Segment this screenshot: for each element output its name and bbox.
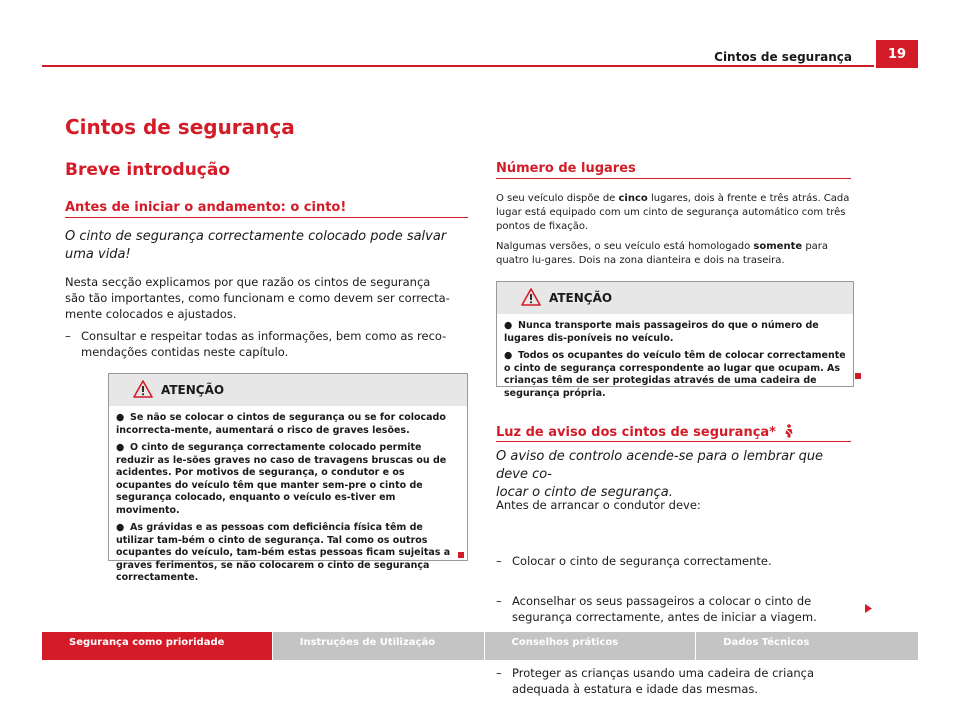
intro-line: uma vida! [65,247,131,262]
text-run: O seu veículo dispõe de [496,193,619,204]
warning-body [497,314,853,409]
warning-header [497,282,853,314]
footer-tab-technical[interactable]: Dados Técnicos [696,632,918,660]
warning-title: ATENÇÃO [161,383,225,397]
footer-tab-tips[interactable]: Conselhos práticos [485,632,696,660]
paragraph-line: Nesta secção explicamos por que razão os cintos de segurança [65,275,431,289]
footer-tab-instructions[interactable]: Instruções de Utilização [273,632,484,660]
seats-paragraph-2 [496,240,854,268]
section-heading [496,424,794,440]
intro-line: O cinto de segurança correctamente colocado pode salvar [65,229,447,244]
intro-line: locar o cinto de segurança. [496,485,673,500]
instruction-line: – Consultar e respeitar todas as informações, bem como as reco- [81,329,447,343]
warning-title: ATENÇÃO [549,291,613,305]
text-run: lugares, dois à frente e três atrás. Cada lugar está equipado com um cinto de segurança automático com três pontos de fixação. [496,193,850,232]
warning-item: ● Nunca transporte mais passageiros do que o número de lugares dis-poníveis no veículo. [504,320,819,344]
warning-box [108,373,468,583]
footer-nav [42,632,918,660]
chapter-title: Cintos de segurança [65,115,295,139]
instruction-item [65,328,476,360]
warning-triangle-icon [133,380,153,398]
warning-item-text: Nunca transporte mais passageiros do que o número de lugares dis-poníveis no veículo. [504,320,819,344]
paragraph-line: mente colocados e ajustados. [65,307,237,321]
warning-triangle-icon [521,288,541,306]
warning-item: ● Se não se colocar o cintos de segurança ou se for colocado incorrecta-mente, aumentará o risco de graves lesões. [116,412,446,436]
intro-paragraph [65,274,470,322]
intro-line: O aviso de controlo acende-se para o lembrar que deve co- [496,449,824,482]
emphasis: somente [753,241,803,252]
warning-item-text: Todos os ocupantes do veículo têm de colocar correctamente o cinto de segurança correspondente ao lugar que ocupam. As crianças têm de ser protegidas através de uma cadeira de segurança própria. [504,350,846,399]
section-heading-rule [496,441,851,442]
running-header-title: Cintos de segurança [714,50,852,64]
warning-item: ● Todos os ocupantes do veículo têm de colocar correctamente o cinto de segurança correspondente ao lugar que ocupam. As crianças têm de ser protegidas através de uma cadeira de segurança própria. [504,350,846,399]
section-heading: Número de lugares [496,161,636,176]
seats-paragraph-1 [496,192,854,234]
section-end-mark [855,373,861,379]
section-heading: Antes de iniciar o andamento: o cinto! [65,200,347,215]
page-number: 19 [876,40,918,68]
warning-item: ● As grávidas e as pessoas com deficiência física têm de utilizar tam-bém o cinto de segurança. Tal como os outros ocupantes do veículo, tam-bém estas pessoas ficam sujeitas a graves ferimentos, se não colocarem o cinto de segurança correctamente. [116,522,451,583]
warning-item-text: As grávidas e as pessoas com deficiência física têm de utilizar tam-bém o cinto de segurança. Tal como os outros ocupantes do veículo, tam-bém estas pessoas ficam sujeitas a graves ferimentos, se não colocarem o cinto de segurança correctamente. [116,522,451,583]
text-run: Nalgumas versões, o seu veículo está homologado [496,241,754,252]
warning-header [109,374,467,406]
section-end-mark [458,552,464,558]
emphasis: cinco [618,193,648,204]
warning-item-text: O cinto de segurança correctamente colocado permite reduzir as le-sões graves no caso de travagens bruscas ou de acidentes. Por motivos de segurança, o condutor e os ocupantes do veículo têm que manter sem-pre o cinto de segurança colocado, enquanto o veículo es-tiver em movimento. [116,442,447,516]
warning-item: ● O cinto de segurança correctamente colocado permite reduzir as le-sões graves no caso de travagens bruscas ou de acidentes. Por motivos de segurança, o condutor e os ocupantes do veículo têm que manter sem-pre o cinto de segurança colocado, enquanto o veículo es-tiver em movimento. [116,442,447,516]
light-intro [496,448,856,502]
chapter-subtitle: Breve introdução [65,160,231,180]
continue-arrow-icon [864,604,873,613]
section-heading-rule [496,178,851,179]
warning-box [496,281,854,399]
instruction-item: – Aconselhar os seus passageiros a colocar o cinto de segurança correctamente, antes de iniciar a viagem. [496,593,857,625]
header-rule [42,65,874,67]
intro-text [65,228,470,264]
instruction-line: mendações contidas neste capítulo. [81,345,289,359]
light-lead: Antes de arrancar o condutor deve: [496,498,701,512]
instruction-item: – Colocar o cinto de segurança correctamente. [496,553,857,569]
section-heading-text: Luz de aviso dos cintos de segurança* [496,425,776,440]
footer-tab-safety[interactable]: Segurança como prioridade [42,632,272,660]
warning-body [109,406,467,594]
instruction-item: – Proteger as crianças usando uma cadeira de criança adequada à estatura e idade das mesmas. [496,665,857,697]
warning-item-text: Se não se colocar o cintos de segurança ou se for colocado incorrecta-mente, aumentará o risco de graves lesões. [116,412,446,436]
section-heading-rule [65,217,468,218]
paragraph-line: são tão importantes, como funcionam e como devem ser correcta- [65,291,450,305]
seatbelt-warning-light-icon [784,424,794,438]
text-run: para quatro lu-gares. Dois na zona dianteira e dois na traseira. [496,241,829,266]
